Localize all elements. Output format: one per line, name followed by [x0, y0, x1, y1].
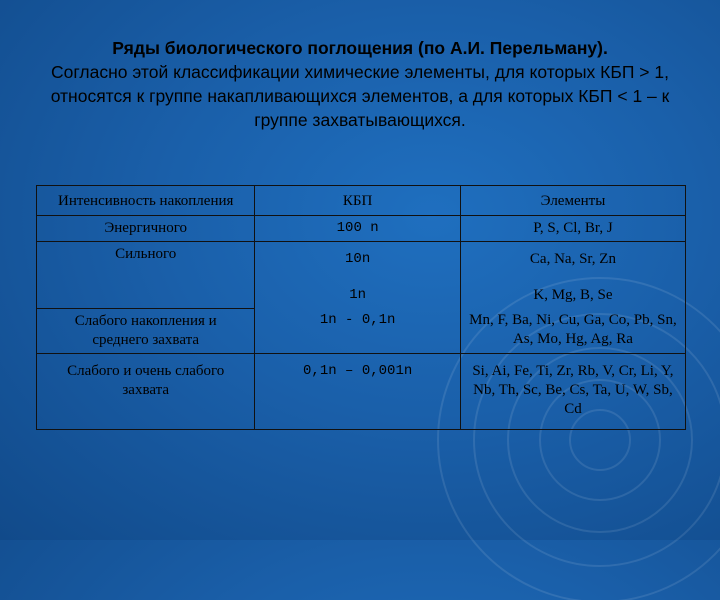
table-row	[37, 242, 686, 273]
cell-intensity: Сильного	[37, 242, 255, 309]
table-row	[37, 308, 686, 353]
cell-kbp: 1n - 0,1n	[255, 308, 461, 353]
cell-intensity: Энергичного	[37, 216, 255, 242]
header-intensity: Интенсивность накопления	[37, 186, 255, 216]
cell-kbp: 10n	[255, 242, 461, 273]
absorption-table	[36, 185, 686, 430]
cell-elements: Si, Ai, Fe, Ti, Zr, Rb, V, Cr, Li, Y, Nb, Th, Sc, Be, Cs, Ta, U, W, Sb, Cd	[460, 353, 685, 429]
table-row	[37, 216, 686, 242]
cell-intensity: Слабого и очень слабого захвата	[37, 353, 255, 429]
table-row	[37, 353, 686, 429]
cell-kbp: 0,1n – 0,001n	[255, 353, 461, 429]
cell-kbp: 100 n	[255, 216, 461, 242]
cell-intensity: Слабого накопления и среднего захвата	[37, 308, 255, 353]
header-elements: Элементы	[460, 186, 685, 216]
table-header-row	[37, 186, 686, 216]
slide-title: Ряды биологического поглощения (по А.И. Перельману).	[112, 38, 608, 58]
cell-elements: P, S, Cl, Br, J	[460, 216, 685, 242]
slide-description: Согласно этой классификации химические элементы, для которых КБП > 1, относятся к группе накапливающихся элементов, а для которых КБП < 1 – к группе захватывающихся.	[50, 62, 670, 130]
slide-heading	[30, 36, 690, 132]
header-kbp: КБП	[255, 186, 461, 216]
cell-kbp: 1n	[255, 272, 461, 308]
cell-elements: Ca, Na, Sr, Zn	[460, 242, 685, 273]
cell-elements: Mn, F, Ba, Ni, Cu, Ga, Co, Pb, Sn, As, Mo, Hg, Ag, Ra	[460, 308, 685, 353]
cell-elements: K, Mg, B, Se	[460, 272, 685, 308]
